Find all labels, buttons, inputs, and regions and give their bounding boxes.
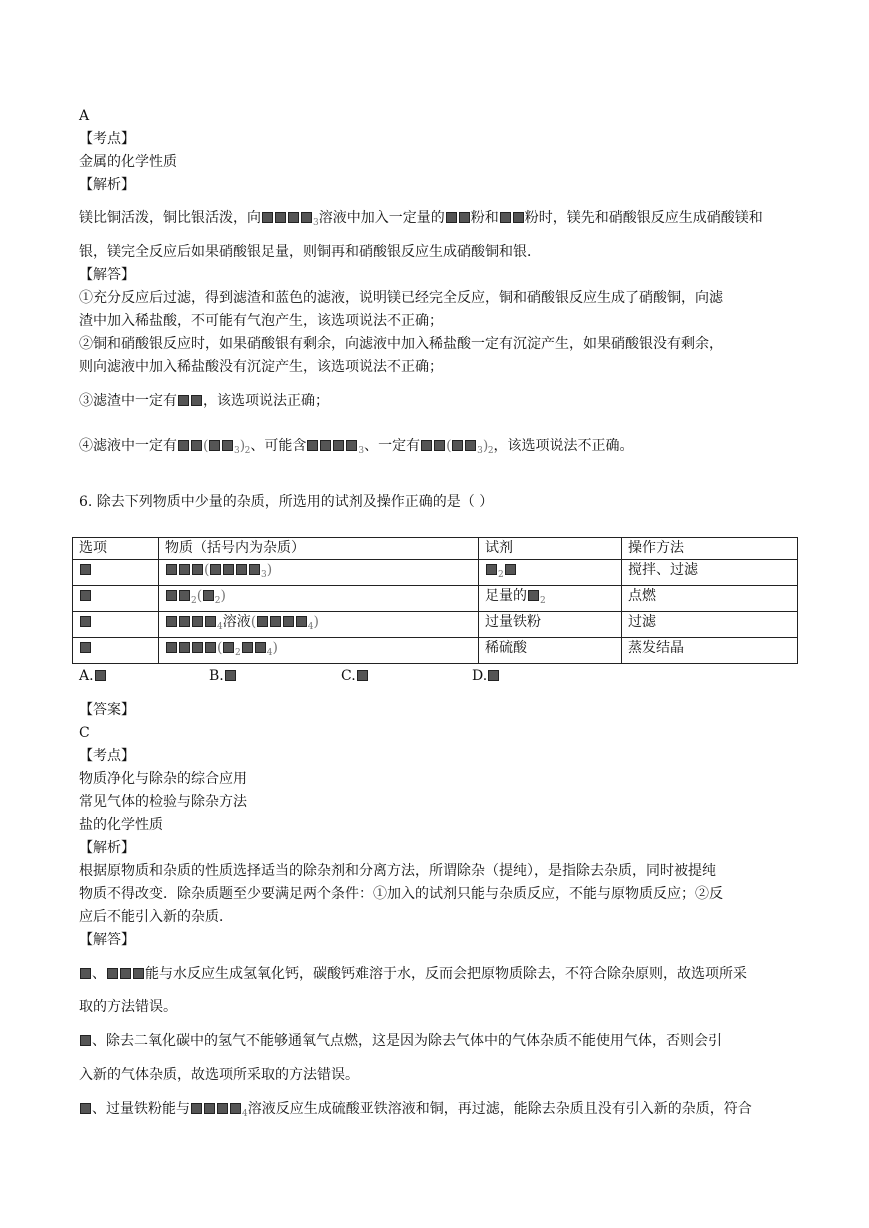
formula-placeholder-icon xyxy=(452,440,463,451)
jieda2-label: 【解答】 xyxy=(79,932,135,948)
formula-placeholder-icon xyxy=(225,670,236,681)
formula-placeholder-icon xyxy=(513,212,524,223)
jiexi-line-2: 银，镁完全反应后如果硝酸银足量，则铜再和硝酸银反应生成硝酸铜和银． xyxy=(79,244,541,260)
jiexi2-label: 【解析】 xyxy=(79,840,135,856)
jiexi2-line: 物质不得改变．除杂质题至少要满足两个条件：①加入的试剂只能与杂质反应，不能与原物质反应；②反 xyxy=(79,886,723,902)
formula-placeholder-icon xyxy=(446,212,457,223)
option-c[interactable] xyxy=(341,666,369,686)
formula-placeholder-icon xyxy=(80,1103,91,1114)
method-cell: 过滤 xyxy=(622,612,798,638)
kaodian2-item: 盐的化学性质 xyxy=(79,817,163,833)
option-a[interactable] xyxy=(79,666,107,686)
reagent-cell: 稀硫酸 xyxy=(479,638,622,664)
formula-placeholder-icon xyxy=(333,440,344,451)
jieda2-line-4: 入新的气体杂质，故选项所采取的方法错误。 xyxy=(79,1067,359,1083)
reagent-cell: 过量铁粉 xyxy=(479,612,622,638)
reagent-cell: 足量的 $_2$ xyxy=(479,586,622,612)
formula-placeholder-icon xyxy=(80,564,91,575)
method-cell: 点燃 xyxy=(622,586,798,612)
jieda2-5b: 溶液反应生成硫酸亚铁溶液和铜，再过滤，能除去杂质且没有引入新的杂质，符合 xyxy=(247,1101,752,1117)
jieda2-line-1 xyxy=(79,964,747,984)
formula-placeholder-icon xyxy=(191,395,202,406)
jiexi-1c: 粉和 xyxy=(470,210,499,226)
jieda2-3: 、除去二氧化碳中的氢气不能够通氧气点燃，这是因为除去气体中的气体杂质不能使用气体，否则会引 xyxy=(92,1033,722,1049)
jieda2-1a: 、 xyxy=(92,966,106,982)
prev-answer: A xyxy=(79,108,90,124)
formula-placeholder-icon xyxy=(80,1035,91,1046)
formula-placeholder-icon xyxy=(178,395,189,406)
jieda-line-1: ①充分反应后过滤，得到滤渣和蓝色的滤液，说明镁已经完全反应，铜和硝酸银反应生成了硝酸铜，向滤 xyxy=(79,290,723,306)
jieda-label: 【解答】 xyxy=(79,267,135,283)
jieda-line-4: 则向滤液中加入稀盐酸没有沉淀产生，该选项说法不正确； xyxy=(79,359,443,375)
jieda-line-3: ②铜和硝酸银反应时，如果硝酸银有剩余，向滤液中加入稀盐酸一定有沉淀产生，如果硝酸银没有剩余， xyxy=(79,336,723,352)
table-row xyxy=(73,586,798,612)
formula-placeholder-icon xyxy=(346,440,357,451)
option-b-label: B. xyxy=(209,668,224,684)
kaodian-text: 金属的化学性质 xyxy=(79,154,177,170)
table-row xyxy=(73,638,798,664)
method-cell: 蒸发结晶 xyxy=(622,638,798,664)
jieda-line-6: ④滤液中一定有 ( $_3)_2$、可能含 $_3$、一定有 ( $_3)_2$，该选项说法不正确。 xyxy=(79,438,634,456)
subscript: 3 xyxy=(313,218,319,228)
jiexi-1a: 镁比铜活泼，铜比银活泼，向 xyxy=(79,210,261,226)
jieda2-line-2: 取的方法错误。 xyxy=(79,999,177,1015)
formula-placeholder-icon xyxy=(191,440,202,451)
jieda-6c: 、一定有 xyxy=(364,438,421,454)
substance-cell: $_2$( $_2$) xyxy=(159,586,479,612)
jieda-line-2: 渣中加入稀盐酸，不可能有气泡产生，该选项说法不正确； xyxy=(79,313,443,329)
jieda2-5a: 、过量铁粉能与 xyxy=(92,1101,190,1117)
jiexi-line-1 xyxy=(79,208,763,233)
formula-placeholder-icon xyxy=(178,440,189,451)
reagent-cell: 2 xyxy=(479,560,622,586)
table-row xyxy=(73,612,798,638)
option-d[interactable] xyxy=(472,666,500,686)
formula-placeholder-icon xyxy=(288,212,299,223)
formula-placeholder-icon xyxy=(80,642,91,653)
jieda-6d: ，该选项说法不正确。 xyxy=(493,438,634,454)
jieda-5a: ③滤渣中一定有 xyxy=(79,393,177,409)
option-cell xyxy=(73,612,159,638)
header-cell: 操作方法 xyxy=(622,538,798,560)
header-cell: 试剂 xyxy=(479,538,622,560)
method-cell: 搅拌、过滤 xyxy=(622,560,798,586)
formula-placeholder-icon xyxy=(357,670,368,681)
jieda-6b: 、可能含 xyxy=(250,438,307,454)
formula-placeholder-icon xyxy=(488,670,499,681)
formula-placeholder-icon xyxy=(434,440,445,451)
formula-placeholder-icon xyxy=(222,440,233,451)
answer-text: C xyxy=(79,725,90,741)
formula-placeholder-icon xyxy=(500,212,511,223)
jieda-line-5 xyxy=(79,391,329,411)
kaodian-label: 【考点】 xyxy=(79,131,135,147)
substance-cell: ( $_3$) xyxy=(159,560,479,586)
jieda2-line-5: 、过量铁粉能与 $_4$溶液反应生成硫酸亚铁溶液和铜，再过滤，能除去杂质且没有引入新的杂质，符合 xyxy=(79,1099,752,1124)
formula-placeholder-icon xyxy=(459,212,470,223)
formula-placeholder-icon xyxy=(80,616,91,627)
formula-placeholder-icon xyxy=(80,590,91,601)
formula-placeholder-icon xyxy=(262,212,273,223)
formula-placeholder-icon xyxy=(465,440,476,451)
jiexi-1d: 粉时，镁先和硝酸银反应生成硝酸镁和 xyxy=(524,210,763,226)
formula-placeholder-icon xyxy=(209,440,220,451)
jieda-5b: ，该选项说法正确； xyxy=(203,393,329,409)
daan-label: 【答案】 xyxy=(79,702,135,718)
kaodian2-label: 【考点】 xyxy=(79,748,135,764)
jiexi2-line: 根据原物质和杂质的性质选择适当的除杂剂和分离方法，所谓除杂（提纯），是指除去杂质，同时被提纯 xyxy=(79,863,716,879)
reagent-text: 足量的 xyxy=(485,588,527,604)
formula-placeholder-icon xyxy=(80,968,91,979)
option-b[interactable] xyxy=(209,666,237,686)
option-cell xyxy=(73,560,159,586)
formula-placeholder-icon xyxy=(301,212,312,223)
question-table xyxy=(72,537,798,664)
option-d-label: D. xyxy=(472,668,488,684)
kaodian2-item: 常见气体的检验与除杂方法 xyxy=(79,794,247,810)
formula-placeholder-icon xyxy=(307,440,318,451)
formula-placeholder-icon xyxy=(320,440,331,451)
jieda-6a: ④滤液中一定有 xyxy=(79,438,177,454)
jiexi2-line: 应后不能引入新的杂质． xyxy=(79,909,233,925)
option-c-label: C. xyxy=(341,668,356,684)
header-cell: 物质（括号内为杂质） xyxy=(159,538,479,560)
header-cell: 选项 xyxy=(73,538,159,560)
substance-cell: $_4$溶液( $_4$) xyxy=(159,612,479,638)
jiexi-1b: 溶液中加入一定量的 xyxy=(318,210,445,226)
option-cell xyxy=(73,586,159,612)
substance-extra: 溶液 xyxy=(222,614,251,630)
substance-cell: ( $_2$ $_4$) xyxy=(159,638,479,664)
option-a-label: A. xyxy=(79,668,94,684)
formula-placeholder-icon xyxy=(95,670,106,681)
question-stem: 6. 除去下列物质中少量的杂质，所选用的试剂及操作正确的是（ ） xyxy=(79,494,494,510)
formula-placeholder-icon xyxy=(275,212,286,223)
jieda2-line-3 xyxy=(79,1031,722,1051)
option-cell xyxy=(73,638,159,664)
formula-placeholder-icon xyxy=(421,440,432,451)
kaodian2-item: 物质净化与除杂的综合应用 xyxy=(79,771,247,787)
jiexi-label: 【解析】 xyxy=(79,177,135,193)
table-row xyxy=(73,560,798,586)
jieda2-1b: 能与水反应生成氢氧化钙，碳酸钙难溶于水，反而会把原物质除去，不符合除杂原则，故选项所采 xyxy=(145,966,747,982)
table-header-row xyxy=(73,538,798,560)
